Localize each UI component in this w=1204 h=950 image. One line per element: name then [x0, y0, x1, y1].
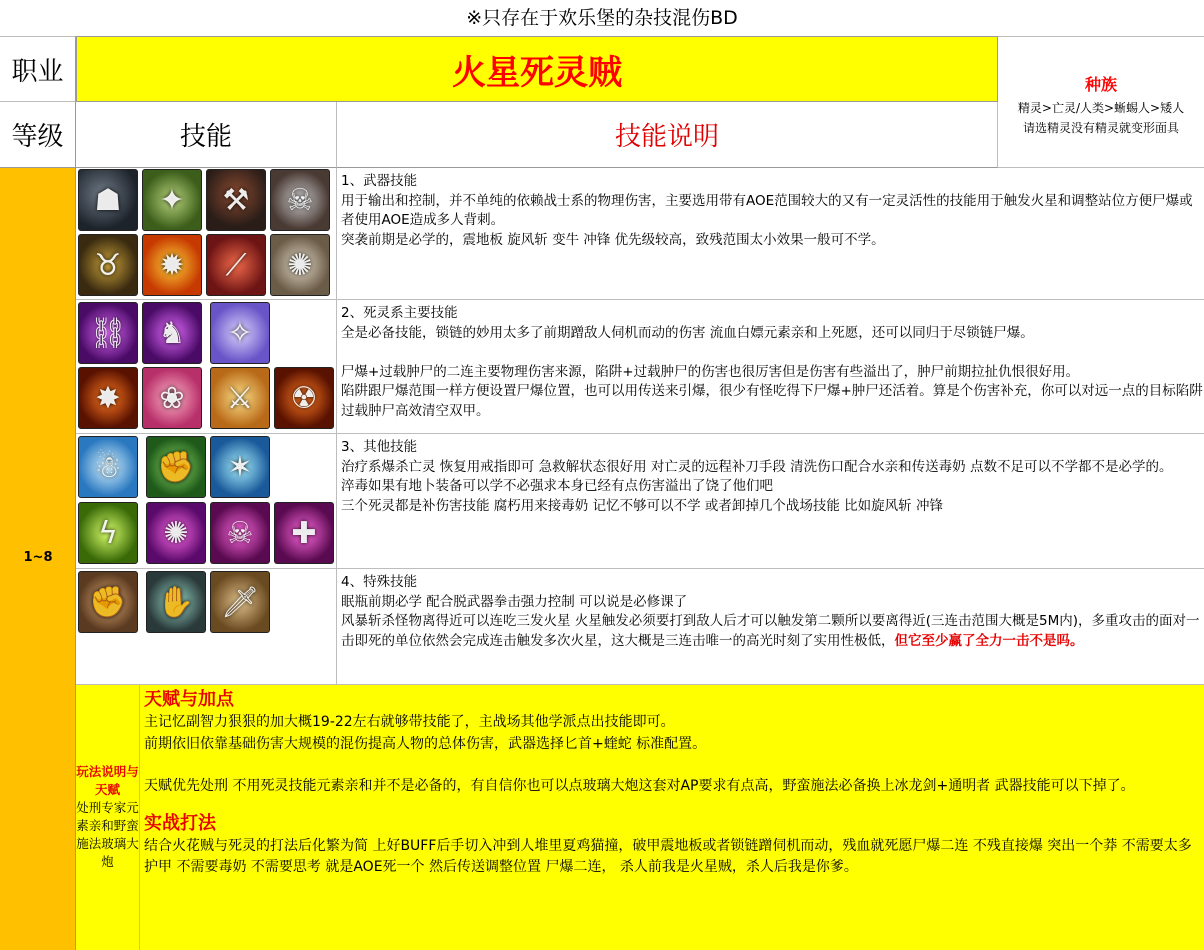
career-label: 职业 — [0, 36, 76, 102]
horned-helm-icon: ♉ — [78, 234, 138, 296]
skills-label: 技能 — [76, 102, 337, 168]
skeleton-hand-icon: ☠ — [210, 502, 270, 564]
section-3-line: 淬毒如果有地卜装备可以学不必强求本身已经有点伤害溢出了饶了他们吧 — [341, 478, 773, 494]
level-label: 等级 — [0, 102, 76, 168]
section-4-title: 4、特殊技能 — [341, 574, 418, 590]
fire-burst-icon: ✹ — [142, 234, 202, 296]
section-3-icons — [76, 434, 337, 569]
section-1-icons — [76, 168, 337, 300]
talent-line: 前期依旧依靠基础伤害大规模的混伤提高人物的总体伤害，武器选择匕首+蝰蛇 标准配置。 — [144, 735, 707, 752]
section-spacer — [144, 798, 1204, 812]
section-4-text: 风暴斩杀怪物离得近可以连吃三发火星 火星触发必须要打到敌人后才可以触发第二颗所以要离得近(三连击范围大概是5M内)，多重攻击的面对一击即死的单位依然会完成连击触发多次火星，这大概是三连击唯一的高光时刻了实用性极低， — [341, 613, 1200, 649]
combat-line: 结合火花贼与死灵的打法后化繁为简 上好BUFF后手切入冲到人堆里夏鸡猫撞，破甲震地板或者锁链蹭伺机而动，残血就死愿尸爆二连 不残直接爆 突出一个莽 不需要太多护甲 不需要毒奶 不需要思考 就是AOE死一个 然后传送调整位置 尸爆二连， 杀人前我是火星贼，杀人后我是你爹。 — [144, 837, 1192, 875]
race-priority: 精灵>亡灵/人类>蜥蜴人>矮人 — [1017, 101, 1185, 115]
beast-skull-icon: ☠ — [270, 169, 330, 231]
hooded-figure-icon: ☗ — [78, 169, 138, 231]
play-content — [140, 685, 1204, 950]
section-2-description — [337, 300, 1204, 434]
top-note: ※只存在于欢乐堡的杂技混伤BD — [466, 7, 738, 29]
race-cell — [998, 36, 1204, 168]
section-4-icons — [76, 569, 337, 685]
chains-icon: ⛓ — [78, 302, 138, 364]
play-label-cell — [76, 685, 140, 950]
level-range: 1~8 — [23, 550, 53, 565]
section-2-icons — [76, 300, 337, 434]
combat-title: 实战打法 — [144, 812, 216, 834]
section-3-title: 3、其他技能 — [341, 439, 418, 455]
section-2-line: 陷阱跟尸爆范围一样方便设置尸爆位置，也可以用传送来引爆，很少有怪吃得下尸爆+肿尸还活着。算是个伤害补充，你可以对远一点的目标陷阱过载肿尸高效清空双甲。 — [341, 383, 1203, 419]
play-label-body: 处刑专家元素亲和野蛮施法玻璃大炮 — [76, 800, 139, 869]
section-2-title: 2、死灵系主要技能 — [341, 305, 458, 321]
pink-flesh-icon: ❀ — [142, 367, 202, 429]
section-1-line: 用于输出和控制，并不单纯的依赖战士系的物理伤害，主要选用带有AOE范围较大的又有一定灵活性的技能用于触发火星和调整站位方便尸爆或者使用AOE造成多人背刺。 — [341, 192, 1193, 228]
section-4-line: 眠瓶前期必学 配合脱武器拳击强力控制 可以说是必修课了 — [341, 593, 688, 610]
section-2-spacer — [341, 343, 1204, 363]
section-1-description — [337, 168, 1204, 300]
section-1-title: 1、武器技能 — [341, 173, 418, 189]
section-3-description — [337, 434, 1204, 569]
whirlwind-icon: ✺ — [270, 234, 330, 296]
wings-icon: ✦ — [142, 169, 202, 231]
elbow-strike-icon: ✋ — [146, 571, 206, 633]
red-slash-icon: ⟋ — [206, 234, 266, 296]
race-note: 请选精灵没有精灵就变形面具 — [1022, 121, 1179, 135]
section-1-line: 突袭前期是必学的，震地板 旋风斩 变牛 冲锋 优先级较高，致残范围太小效果一般可不学。 — [341, 231, 885, 248]
section-4-line — [341, 612, 1204, 651]
dagger-hand-icon: 🗡 — [210, 571, 270, 633]
section-3-line: 三个死灵都是补伤害技能 腐朽用来接毒奶 记忆不够可以不学 或者卸掉几个战场技能 比如旋风斩 冲锋 — [341, 497, 943, 514]
blue-aura-icon: ✶ — [210, 436, 270, 498]
level-column — [0, 168, 76, 950]
lava-demon-icon: ☢ — [274, 367, 334, 429]
bone-cross-icon: ✚ — [274, 502, 334, 564]
talent-spacer — [144, 755, 1204, 776]
fire-rune-icon: ✸ — [78, 367, 138, 429]
dark-figure-icon: ♞ — [142, 302, 202, 364]
talent-title: 天赋与加点 — [144, 689, 234, 710]
play-label-title: 玩法说明与天赋 — [76, 764, 139, 797]
purple-mist-icon: ✺ — [146, 502, 206, 564]
ghost-dance-icon: ✧ — [210, 302, 270, 364]
class-title-cell — [76, 36, 998, 102]
class-title: 火星死灵贼 — [452, 52, 622, 93]
hammer-icon: ⚒ — [206, 169, 266, 231]
talent-line: 天赋优先处刑 不用死灵技能元素亲和并不是必备的，有自信你也可以点玻璃大炮这套对AP要求有点高，野蛮施法必备换上冰龙剑+通明者 武器技能可以下掉了。 — [144, 778, 1135, 794]
fist-punch-icon: ✊ — [78, 571, 138, 633]
green-fist-icon: ✊ — [146, 436, 206, 498]
ice-figure-icon: ☃ — [78, 436, 138, 498]
crossed-swords-icon: ⚔ — [210, 367, 270, 429]
talent-line: 主记忆副智力狠狠的加大概19-22左右就够带技能了，主战场其他学派点出技能即可。 — [144, 714, 675, 730]
section-4-highlight: 但它至少赢了全力一击不是吗。 — [894, 632, 1084, 649]
skill-desc-label: 技能说明 — [337, 102, 998, 168]
section-4-description — [337, 569, 1204, 685]
section-3-line: 治疗系爆杀亡灵 恢复用戒指即可 急救解状态很好用 对亡灵的远程补刀手段 清洗伤口配合水亲和传送毒奶 点数不足可以不学都不是必学的。 — [341, 458, 1173, 475]
section-2-line: 全是必备技能，锁链的妙用太多了前期蹭敌人伺机而动的伤害 流血白嫖元素亲和上死愿，还可以同归于尽锁链尸爆。 — [341, 324, 1034, 341]
race-title: 种族 — [1084, 75, 1117, 94]
section-2-line: 尸爆+过载肿尸的二连主要物理伤害来源，陷阱+过载肿尸的伤害也很厉害但是伤害有些溢出了，肿尸前期拉扯仇恨很好用。 — [341, 363, 1080, 380]
green-lightning-icon: ϟ — [78, 502, 138, 564]
